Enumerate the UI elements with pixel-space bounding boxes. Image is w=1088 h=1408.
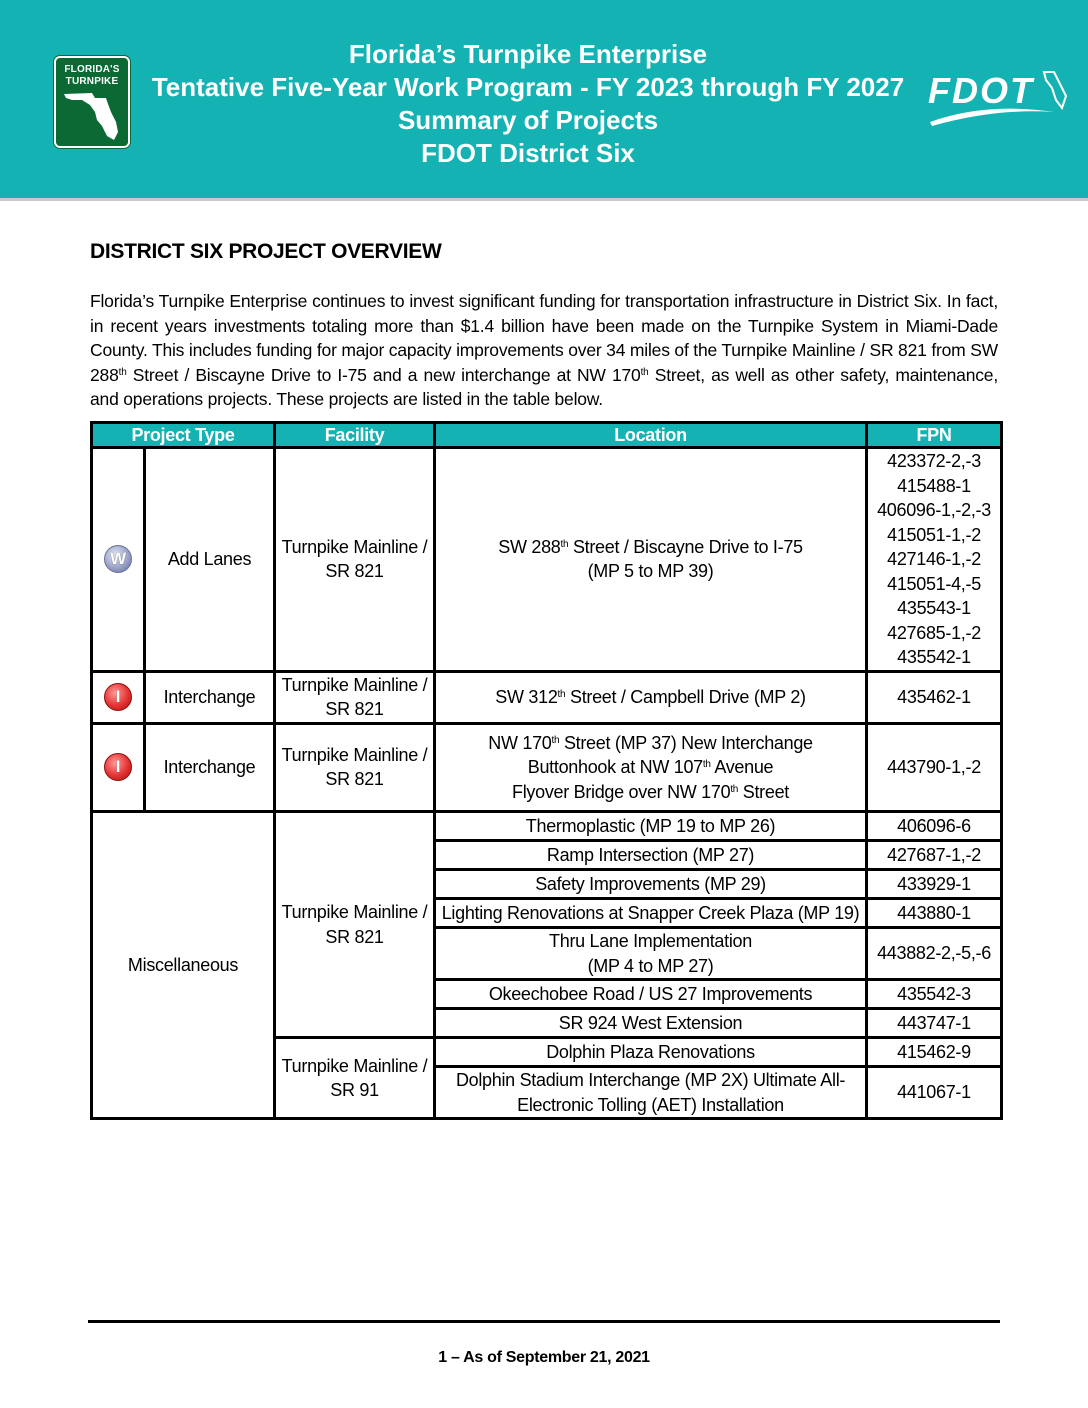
table-row [92,812,1002,841]
location-cell: SW 312th Street / Campbell Drive (MP 2) [435,671,867,723]
location-cell: SW 288th Street / Biscayne Drive to I-75 (MP 5 to MP 39) [435,448,867,672]
header-facility: Facility [275,423,435,448]
location-cell: Safety Improvements (MP 29) [435,870,867,899]
project-type-cell: Add Lanes [145,448,275,672]
fpn-cell: 423372-2,-3 415488-1 406096-1,-2,-3 415051-1,-2 427146-1,-2 415051-4,-5 435543-1 427685-1,-2 435542-1 [867,448,1002,672]
location-cell: NW 170th Street (MP 37) New Interchange Buttonhook at NW 107th Avenue Flyover Bridge over NW 170th Street [435,723,867,812]
fpn-cell: 435462-1 [867,671,1002,723]
title-line: FDOT District Six [421,138,635,168]
widening-badge-cell [92,448,145,672]
project-type-cell: Interchange [145,671,275,723]
florida-state-shape-icon [62,90,122,142]
fpn-cell: 443880-1 [867,899,1002,928]
fpn-cell: 441067-1 [867,1067,1002,1119]
fpn-cell: 443747-1 [867,1009,1002,1038]
location-cell: Dolphin Plaza Renovations [435,1038,867,1067]
facility-cell: Turnpike Mainline / SR 91 [275,1038,435,1119]
location-cell: Dolphin Stadium Interchange (MP 2X) Ultimate All- Electronic Tolling (AET) Installation [435,1067,867,1119]
fpn-cell: 443790-1,-2 [867,723,1002,812]
facility-cell: Turnpike Mainline / SR 821 [275,448,435,672]
facility-cell: Turnpike Mainline / SR 821 [275,812,435,1038]
footer-text: 1 – As of September 21, 2021 [438,1349,650,1366]
fpn-cell: 427687-1,-2 [867,841,1002,870]
fpn-cell: 443882-2,-5,-6 [867,928,1002,980]
project-table [90,421,1003,1120]
header-band [0,0,1088,201]
location-cell: Lighting Renovations at Snapper Creek Plaza (MP 19) [435,899,867,928]
table-row [92,671,1002,723]
location-cell: Okeechobee Road / US 27 Improvements [435,980,867,1009]
location-cell: Thermoplastic (MP 19 to MP 26) [435,812,867,841]
project-type-cell: Interchange [145,723,275,812]
facility-cell: Turnpike Mainline / SR 821 [275,671,435,723]
section-heading: DISTRICT SIX PROJECT OVERVIEW [90,240,442,263]
interchange-badge-cell [92,723,145,812]
table-row [92,723,1002,812]
header-title [150,38,906,170]
header-project-type: Project Type [92,423,275,448]
widening-badge-icon: W [104,545,132,573]
table-row [92,448,1002,672]
location-cell: SR 924 West Extension [435,1009,867,1038]
florida-turnpike-logo [54,56,130,148]
table-header-row [92,423,1002,448]
project-type-cell: Miscellaneous [92,812,275,1119]
fdot-logo [926,66,1070,128]
header-location: Location [435,423,867,448]
fpn-cell: 415462-9 [867,1038,1002,1067]
title-line: Florida’s Turnpike Enterprise [348,39,708,69]
fpn-cell: 435542-3 [867,980,1002,1009]
turnpike-logo-text: FLORIDA'S TURNPIKE [64,64,120,87]
title-line: Tentative Five-Year Work Program - FY 2023 through FY 2027 [151,72,905,102]
interchange-badge-cell [92,671,145,723]
facility-cell: Turnpike Mainline / SR 821 [275,723,435,812]
title-line: Summary of Projects [397,105,659,135]
fpn-cell: 406096-6 [867,812,1002,841]
footer-rule [88,1320,1000,1323]
overview-paragraph: Florida’s Turnpike Enterprise continues to invest significant funding for transportation infrastructure in District Six. In fact, in recent years investments totaling more than $1.4 billion have been made on the Turnpike System in Miami-Dade County. This includes funding for major capacity improvements over 34 miles of the Turnpike Mainline / SR 821 from SW 288th Street / Biscayne Drive to I-75 and a new interchange at NW 170th Street, as well as other safety, maintenance, and operations projects. These projects are listed in the table below. [90,291,998,409]
interchange-badge-icon: I [104,753,132,781]
location-cell: Ramp Intersection (MP 27) [435,841,867,870]
location-cell: Thru Lane Implementation (MP 4 to MP 27) [435,928,867,980]
interchange-badge-icon: I [104,683,132,711]
header-fpn: FPN [867,423,1002,448]
fpn-cell: 433929-1 [867,870,1002,899]
fdot-logo-text: FDOT [928,70,1034,111]
